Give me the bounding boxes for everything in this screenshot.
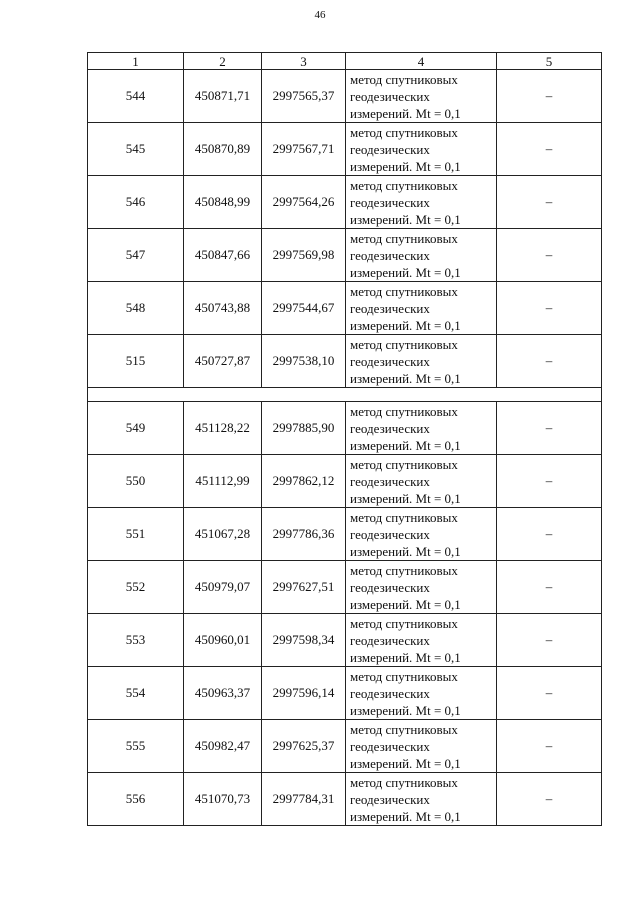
method-text-line: измерений. Mt = 0,1 [350,317,461,333]
method-text-line: геодезических [350,420,430,436]
method-text-line: метод спутниковых [350,615,458,631]
y-coordinate-cell: 2997565,37 [262,70,346,123]
method-cell [346,720,497,773]
x-coordinate-cell: 450727,87 [184,335,262,388]
method-text-line: метод спутниковых [350,177,458,193]
method-text-line: метод спутниковых [350,774,458,790]
point-number-cell: 553 [88,614,184,667]
x-coordinate-cell: 450870,89 [184,123,262,176]
method-text-line: геодезических [350,791,430,807]
x-coordinate-cell: 450979,07 [184,561,262,614]
dash-cell: – [497,282,602,335]
point-number-cell: 549 [88,402,184,455]
point-number-cell: 515 [88,335,184,388]
x-coordinate-cell: 450743,88 [184,282,262,335]
x-coordinate-cell: 450982,47 [184,720,262,773]
point-number-cell: 554 [88,667,184,720]
method-cell [346,773,497,826]
method-text-line: измерений. Mt = 0,1 [350,105,461,121]
method-text-line: метод спутниковых [350,283,458,299]
dash-cell: – [497,561,602,614]
dash-cell: – [497,773,602,826]
point-number-cell: 551 [88,508,184,561]
method-cell [346,282,497,335]
point-number-cell: 548 [88,282,184,335]
method-cell [346,561,497,614]
table-row [88,176,602,229]
x-coordinate-cell: 450847,66 [184,229,262,282]
dash-cell: – [497,335,602,388]
method-cell [346,402,497,455]
point-number-cell: 556 [88,773,184,826]
method-cell [346,455,497,508]
y-coordinate-cell: 2997569,98 [262,229,346,282]
method-text-line: геодезических [350,300,430,316]
page-number: 46 [314,9,326,21]
point-number-cell: 544 [88,70,184,123]
table-row [88,402,602,455]
y-coordinate-cell: 2997596,14 [262,667,346,720]
method-cell [346,123,497,176]
method-text-line: метод спутниковых [350,721,458,737]
x-coordinate-cell: 450848,99 [184,176,262,229]
header-row [88,53,602,70]
point-number-cell: 550 [88,455,184,508]
point-number-cell: 546 [88,176,184,229]
method-cell [346,229,497,282]
y-coordinate-cell: 2997564,26 [262,176,346,229]
table-row [88,720,602,773]
method-text-line: измерений. Mt = 0,1 [350,808,461,824]
method-cell [346,667,497,720]
x-coordinate-cell: 450871,71 [184,70,262,123]
column-header-4: 4 [346,53,497,70]
y-coordinate-cell: 2997544,67 [262,282,346,335]
method-text-line: измерений. Mt = 0,1 [350,702,461,718]
method-text-line: геодезических [350,632,430,648]
method-text-line: измерений. Mt = 0,1 [350,649,461,665]
table-row [88,773,602,826]
method-text-line: метод спутниковых [350,230,458,246]
point-number-cell: 555 [88,720,184,773]
method-text-line: измерений. Mt = 0,1 [350,490,461,506]
dash-cell: – [497,176,602,229]
column-header-5: 5 [497,53,602,70]
table-row [88,561,602,614]
method-text-line: геодезических [350,473,430,489]
y-coordinate-cell: 2997538,10 [262,335,346,388]
method-text-line: метод спутниковых [350,71,458,87]
table-row [88,70,602,123]
dash-cell: – [497,402,602,455]
x-coordinate-cell: 451128,22 [184,402,262,455]
dash-cell: – [497,614,602,667]
method-text-line: измерений. Mt = 0,1 [350,437,461,453]
coordinates-table [87,52,602,826]
y-coordinate-cell: 2997627,51 [262,561,346,614]
method-text-line: метод спутниковых [350,403,458,419]
method-text-line: измерений. Mt = 0,1 [350,755,461,771]
method-text-line: измерений. Mt = 0,1 [350,596,461,612]
y-coordinate-cell: 2997786,36 [262,508,346,561]
method-text-line: геодезических [350,88,430,104]
method-text-line: геодезических [350,247,430,263]
method-text-line: геодезических [350,738,430,754]
method-text-line: измерений. Mt = 0,1 [350,370,461,386]
table-header [88,53,602,70]
method-text-line: геодезических [350,353,430,369]
column-header-2: 2 [184,53,262,70]
method-text-line: геодезических [350,194,430,210]
dash-cell: – [497,508,602,561]
point-number-cell: 547 [88,229,184,282]
table-row [88,667,602,720]
table-row [88,282,602,335]
group-separator-cell [88,388,602,402]
method-text-line: геодезических [350,526,430,542]
method-text-line: измерений. Mt = 0,1 [350,264,461,280]
table-row [88,455,602,508]
y-coordinate-cell: 2997567,71 [262,123,346,176]
y-coordinate-cell: 2997885,90 [262,402,346,455]
table-row [88,229,602,282]
method-text-line: измерений. Mt = 0,1 [350,543,461,559]
x-coordinate-cell: 450960,01 [184,614,262,667]
method-text-line: геодезических [350,579,430,595]
column-header-3: 3 [262,53,346,70]
table-row [88,123,602,176]
point-number-cell: 545 [88,123,184,176]
table-body [88,70,602,826]
x-coordinate-cell: 451067,28 [184,508,262,561]
method-text-line: метод спутниковых [350,509,458,525]
method-text-line: измерений. Mt = 0,1 [350,158,461,174]
method-text-line: метод спутниковых [350,456,458,472]
method-text-line: метод спутниковых [350,668,458,684]
x-coordinate-cell: 450963,37 [184,667,262,720]
x-coordinate-cell: 451112,99 [184,455,262,508]
method-cell [346,614,497,667]
point-number-cell: 552 [88,561,184,614]
x-coordinate-cell: 451070,73 [184,773,262,826]
method-cell [346,508,497,561]
dash-cell: – [497,70,602,123]
y-coordinate-cell: 2997862,12 [262,455,346,508]
table-row [88,335,602,388]
method-cell [346,335,497,388]
group-separator-row [88,388,602,402]
method-text-line: метод спутниковых [350,336,458,352]
table-row [88,614,602,667]
y-coordinate-cell: 2997625,37 [262,720,346,773]
method-text-line: геодезических [350,685,430,701]
dash-cell: – [497,123,602,176]
column-header-1: 1 [88,53,184,70]
method-text-line: метод спутниковых [350,562,458,578]
method-cell [346,176,497,229]
dash-cell: – [497,667,602,720]
method-text-line: геодезических [350,141,430,157]
y-coordinate-cell: 2997784,31 [262,773,346,826]
method-text-line: метод спутниковых [350,124,458,140]
dash-cell: – [497,229,602,282]
table-row [88,508,602,561]
method-text-line: измерений. Mt = 0,1 [350,211,461,227]
y-coordinate-cell: 2997598,34 [262,614,346,667]
method-cell [346,70,497,123]
dash-cell: – [497,455,602,508]
dash-cell: – [497,720,602,773]
